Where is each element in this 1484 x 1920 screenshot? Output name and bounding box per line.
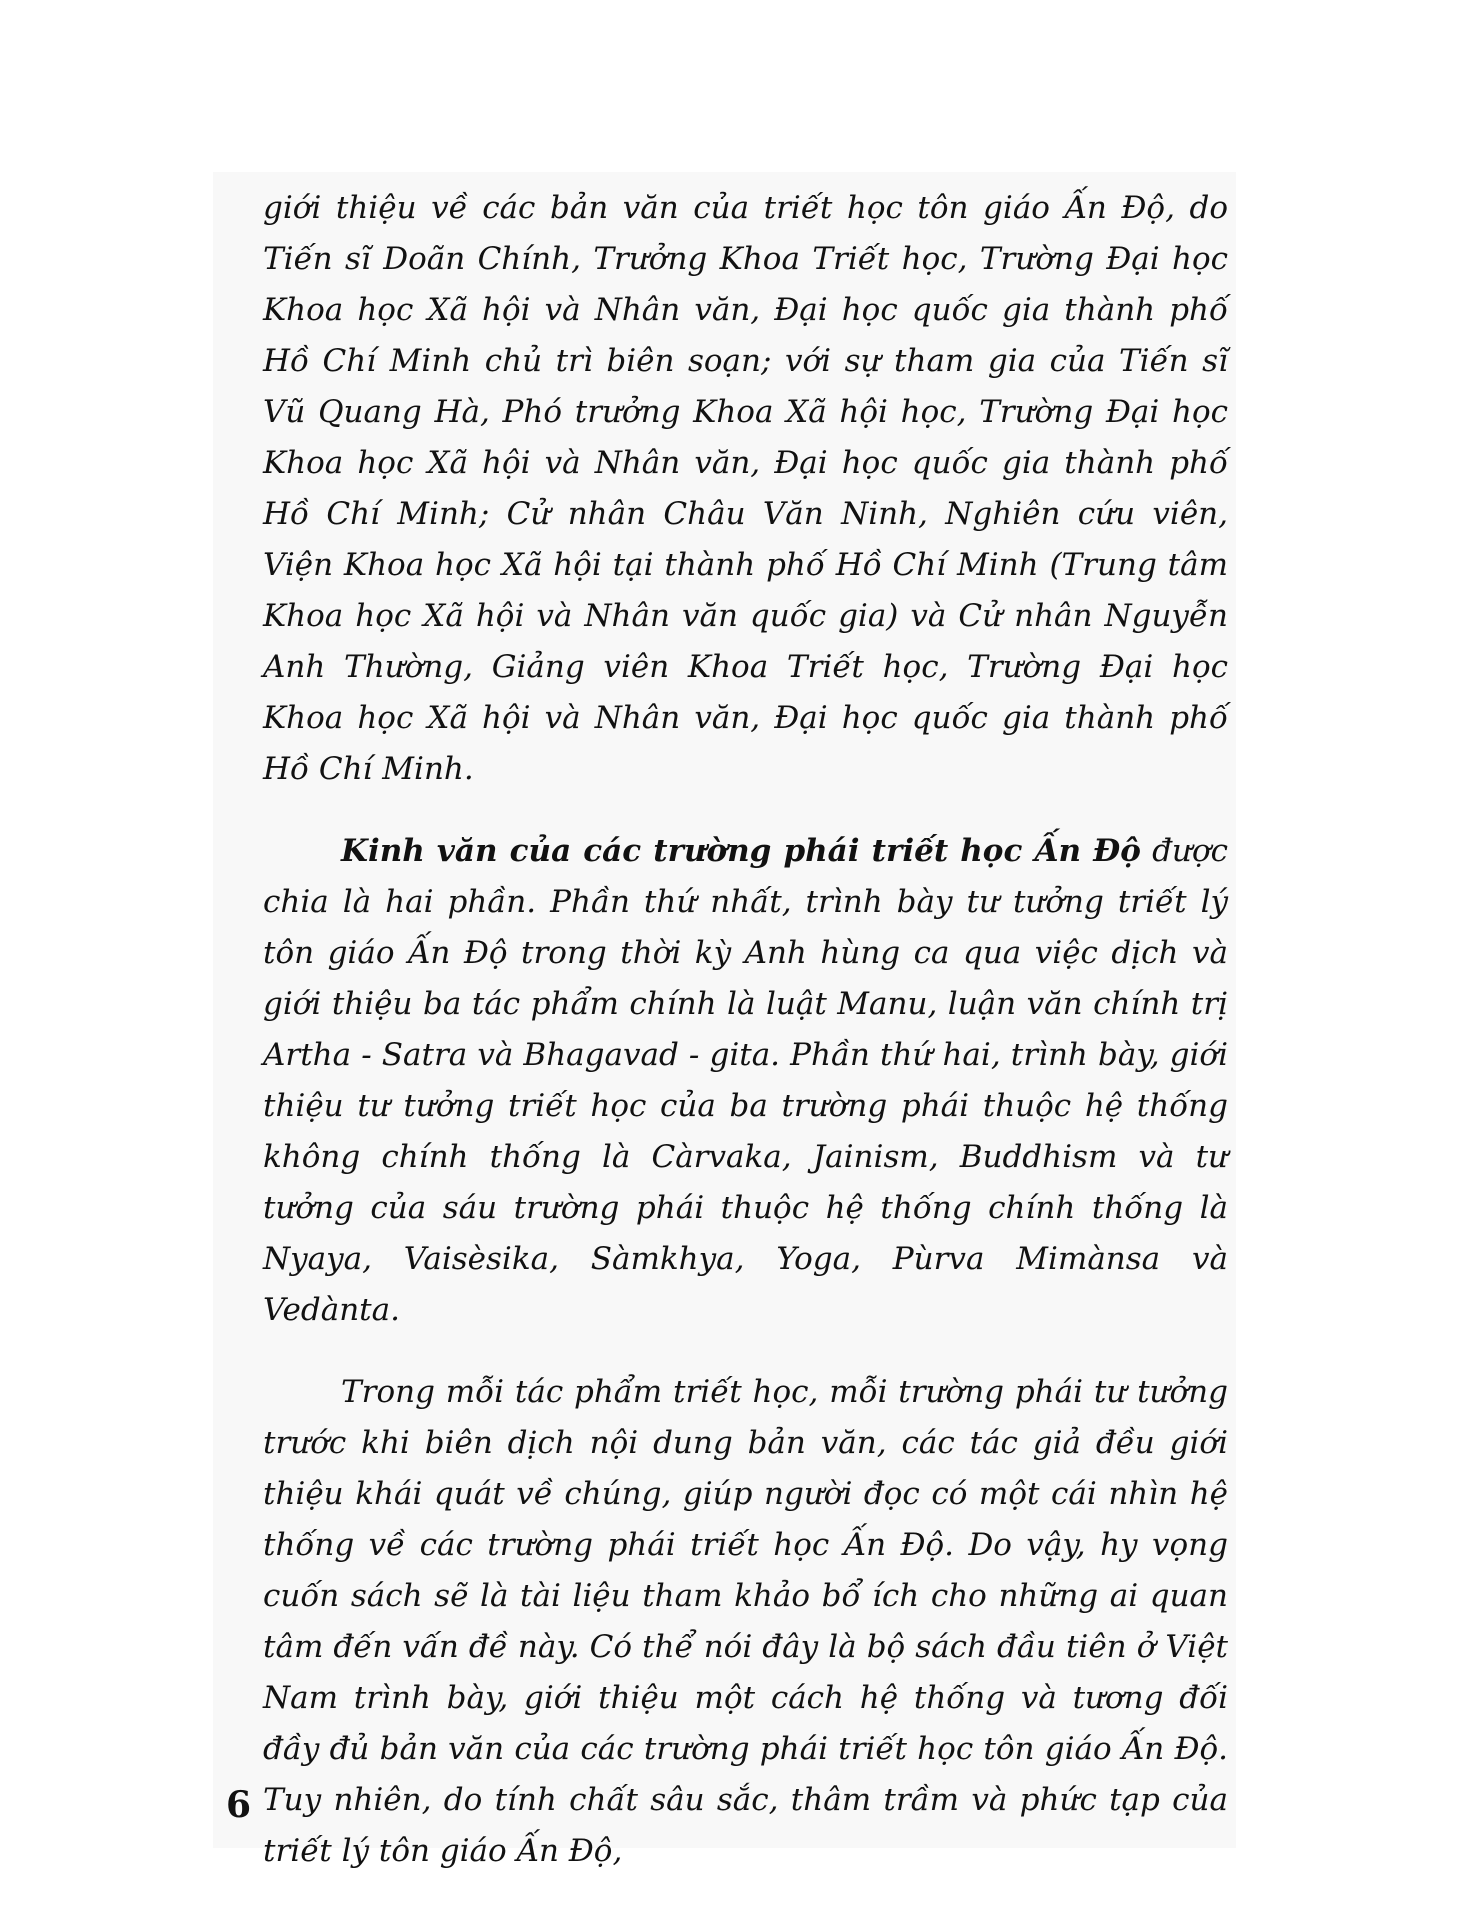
paragraph-body: được chia là hai phần. Phần thứ nhất, trình bày tư tưởng triết lý tôn giáo Ấn Độ trong thời kỳ Anh hùng ca qua việc dịch và giới thiệu ba tác phẩm chính là luật Manu, luận văn chính trị Artha - Satra và Bhagavad - gita. Phần thứ hai, trình bày, giới thiệu tư tưởng triết học của ba trường phái thuộc hệ thống không chính thống là Càrvaka, Jainism, Buddhism và tư tưởng của sáu trường phái thuộc hệ thống chính thống là Nyaya, Vaisèsika, Sàmkhya, Yoga, Pùrva Mimànsa và Vedànta.: [263, 833, 1228, 1328]
bold-book-title: Kinh văn của các trường phái triết học Ấn Độ: [341, 833, 1141, 869]
paragraph-methodology: Trong mỗi tác phẩm triết học, mỗi trường phái tư tưởng trước khi biên dịch nội dung bản văn, các tác giả đều giới thiệu khái quát về chúng, giúp người đọc có một cái nhìn hệ thống về các trường phái triết học Ấn Độ. Do vậy, hy vọng cuốn sách sẽ là tài liệu tham khảo bổ ích cho những ai quan tâm đến vấn đề này. Có thể nói đây là bộ sách đầu tiên ở Việt Nam trình bày, giới thiệu một cách hệ thống và tương đối đầy đủ bản văn của các trường phái triết học tôn giáo Ấn Độ. Tuy nhiên, do tính chất sâu sắc, thâm trầm và phức tạp của triết lý tôn giáo Ấn Độ,: [263, 1374, 1228, 1869]
page-text: [263, 183, 1228, 1877]
paragraph-continuation: giới thiệu về các bản văn của triết học tôn giáo Ấn Độ, do Tiến sĩ Doãn Chính, Trưởng Khoa Triết học, Trường Đại học Khoa học Xã hội và Nhân văn, Đại học quốc gia thành phố Hồ Chí Minh chủ trì biên soạn; với sự tham gia của Tiến sĩ Vũ Quang Hà, Phó trưởng Khoa Xã hội học, Trường Đại học Khoa học Xã hội và Nhân văn, Đại học quốc gia thành phố Hồ Chí Minh; Cử nhân Châu Văn Ninh, Nghiên cứu viên, Viện Khoa học Xã hội tại thành phố Hồ Chí Minh (Trung tâm Khoa học Xã hội và Nhân văn quốc gia) và Cử nhân Nguyễn Anh Thường, Giảng viên Khoa Triết học, Trường Đại học Khoa học Xã hội và Nhân văn, Đại học quốc gia thành phố Hồ Chí Minh.: [263, 190, 1228, 787]
paragraph-book-structure: [263, 826, 1228, 1336]
page-number: 6: [226, 1784, 252, 1826]
